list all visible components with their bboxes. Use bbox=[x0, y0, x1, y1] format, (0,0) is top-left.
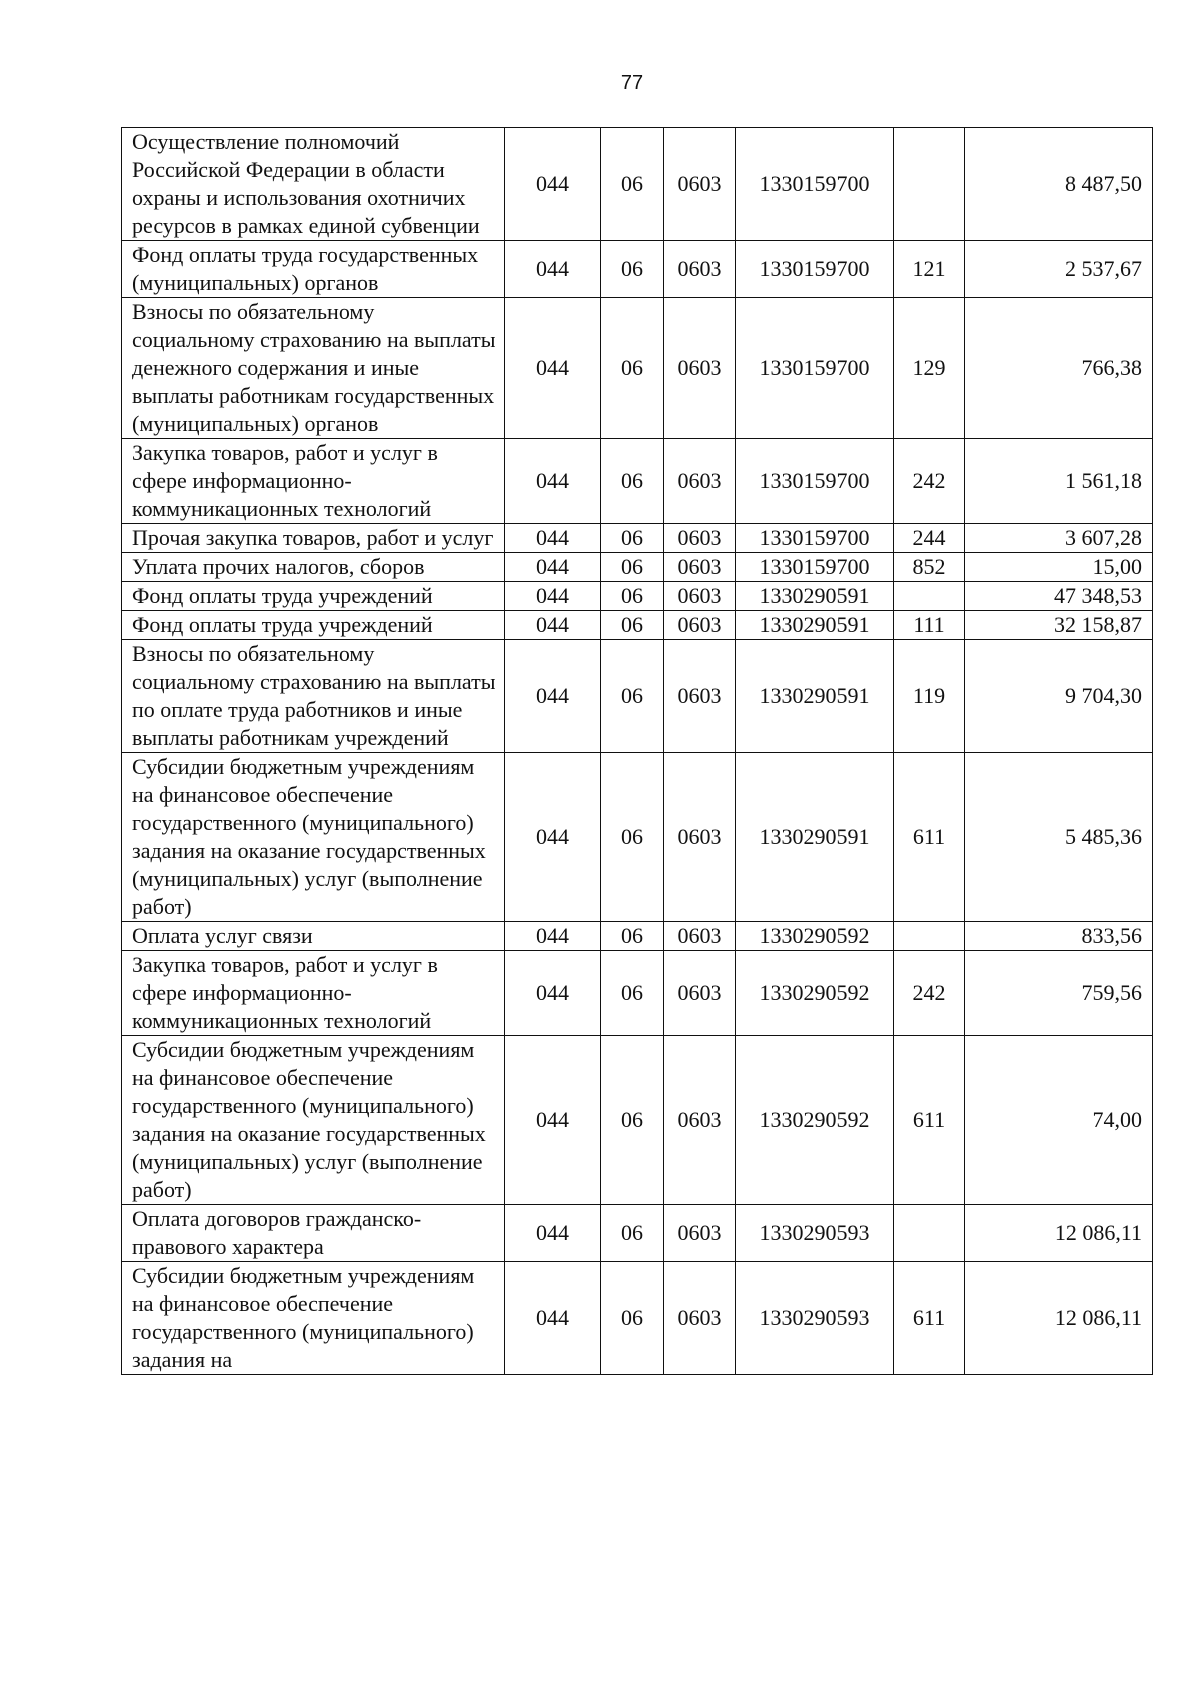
subsection-code-cell: 0603 bbox=[664, 1036, 736, 1205]
subsection-code-cell: 0603 bbox=[664, 753, 736, 922]
amount-cell: 3 607,28 bbox=[965, 524, 1153, 553]
section-code-cell: 06 bbox=[601, 951, 664, 1036]
row-name-cell: Оплата договоров гражданско-правового характера bbox=[122, 1205, 505, 1262]
ministry-code-cell: 044 bbox=[505, 951, 601, 1036]
expense-type-cell bbox=[894, 582, 965, 611]
row-name-cell: Осуществление полномочий Российской Федерации в области охраны и использования охотничих ресурсов в рамках единой субвенции bbox=[122, 128, 505, 241]
section-code-cell: 06 bbox=[601, 922, 664, 951]
ministry-code-cell: 044 bbox=[505, 1036, 601, 1205]
amount-cell: 5 485,36 bbox=[965, 753, 1153, 922]
subsection-code-cell: 0603 bbox=[664, 128, 736, 241]
target-article-cell: 1330159700 bbox=[736, 241, 894, 298]
table-row bbox=[122, 951, 1153, 1036]
row-name-cell: Субсидии бюджетным учреждениям на финансовое обеспечение государственного (муниципального) задания на оказание государственных (муниципальных) услуг (выполнение работ) bbox=[122, 753, 505, 922]
table-row bbox=[122, 922, 1153, 951]
subsection-code-cell: 0603 bbox=[664, 298, 736, 439]
budget-table-body bbox=[122, 128, 1153, 1375]
section-code-cell: 06 bbox=[601, 582, 664, 611]
table-row bbox=[122, 241, 1153, 298]
expense-type-cell: 611 bbox=[894, 1262, 965, 1375]
row-name-cell: Фонд оплаты труда учреждений bbox=[122, 582, 505, 611]
expense-type-cell: 242 bbox=[894, 439, 965, 524]
section-code-cell: 06 bbox=[601, 753, 664, 922]
row-name-cell: Прочая закупка товаров, работ и услуг bbox=[122, 524, 505, 553]
amount-cell: 15,00 bbox=[965, 553, 1153, 582]
amount-cell: 1 561,18 bbox=[965, 439, 1153, 524]
target-article-cell: 1330290591 bbox=[736, 582, 894, 611]
target-article-cell: 1330159700 bbox=[736, 439, 894, 524]
subsection-code-cell: 0603 bbox=[664, 1262, 736, 1375]
ministry-code-cell: 044 bbox=[505, 611, 601, 640]
subsection-code-cell: 0603 bbox=[664, 553, 736, 582]
section-code-cell: 06 bbox=[601, 298, 664, 439]
section-code-cell: 06 bbox=[601, 128, 664, 241]
ministry-code-cell: 044 bbox=[505, 524, 601, 553]
expense-type-cell: 244 bbox=[894, 524, 965, 553]
amount-cell: 12 086,11 bbox=[965, 1205, 1153, 1262]
subsection-code-cell: 0603 bbox=[664, 439, 736, 524]
table-row bbox=[122, 524, 1153, 553]
amount-cell: 74,00 bbox=[965, 1036, 1153, 1205]
expense-type-cell: 119 bbox=[894, 640, 965, 753]
target-article-cell: 1330290592 bbox=[736, 922, 894, 951]
target-article-cell: 1330159700 bbox=[736, 553, 894, 582]
table-row bbox=[122, 128, 1153, 241]
row-name-cell: Субсидии бюджетным учреждениям на финансовое обеспечение государственного (муниципального) задания на bbox=[122, 1262, 505, 1375]
row-name-cell: Взносы по обязательному социальному страхованию на выплаты денежного содержания и иные выплаты работникам государственных (муниципальных) органов bbox=[122, 298, 505, 439]
subsection-code-cell: 0603 bbox=[664, 922, 736, 951]
ministry-code-cell: 044 bbox=[505, 922, 601, 951]
row-name-cell: Взносы по обязательному социальному страхованию на выплаты по оплате труда работников и иные выплаты работникам учреждений bbox=[122, 640, 505, 753]
subsection-code-cell: 0603 bbox=[664, 640, 736, 753]
target-article-cell: 1330290591 bbox=[736, 611, 894, 640]
expense-type-cell: 242 bbox=[894, 951, 965, 1036]
table-row bbox=[122, 753, 1153, 922]
expense-type-cell: 611 bbox=[894, 1036, 965, 1205]
subsection-code-cell: 0603 bbox=[664, 582, 736, 611]
amount-cell: 32 158,87 bbox=[965, 611, 1153, 640]
section-code-cell: 06 bbox=[601, 1205, 664, 1262]
amount-cell: 766,38 bbox=[965, 298, 1153, 439]
row-name-cell: Фонд оплаты труда государственных (муниципальных) органов bbox=[122, 241, 505, 298]
row-name-cell: Фонд оплаты труда учреждений bbox=[122, 611, 505, 640]
target-article-cell: 1330159700 bbox=[736, 524, 894, 553]
table-row bbox=[122, 298, 1153, 439]
ministry-code-cell: 044 bbox=[505, 582, 601, 611]
ministry-code-cell: 044 bbox=[505, 640, 601, 753]
section-code-cell: 06 bbox=[601, 1262, 664, 1375]
row-name-cell: Субсидии бюджетным учреждениям на финансовое обеспечение государственного (муниципального) задания на оказание государственных (муниципальных) услуг (выполнение работ) bbox=[122, 1036, 505, 1205]
page-number: 77 bbox=[620, 72, 644, 94]
subsection-code-cell: 0603 bbox=[664, 241, 736, 298]
ministry-code-cell: 044 bbox=[505, 1205, 601, 1262]
table-row bbox=[122, 1205, 1153, 1262]
section-code-cell: 06 bbox=[601, 553, 664, 582]
target-article-cell: 1330290591 bbox=[736, 753, 894, 922]
ministry-code-cell: 044 bbox=[505, 298, 601, 439]
row-name-cell: Уплата прочих налогов, сборов bbox=[122, 553, 505, 582]
amount-cell: 9 704,30 bbox=[965, 640, 1153, 753]
ministry-code-cell: 044 bbox=[505, 241, 601, 298]
table-row bbox=[122, 439, 1153, 524]
amount-cell: 8 487,50 bbox=[965, 128, 1153, 241]
target-article-cell: 1330290593 bbox=[736, 1205, 894, 1262]
ministry-code-cell: 044 bbox=[505, 1262, 601, 1375]
row-name-cell: Оплата услуг связи bbox=[122, 922, 505, 951]
amount-cell: 12 086,11 bbox=[965, 1262, 1153, 1375]
subsection-code-cell: 0603 bbox=[664, 611, 736, 640]
target-article-cell: 1330290592 bbox=[736, 951, 894, 1036]
target-article-cell: 1330290593 bbox=[736, 1262, 894, 1375]
table-row bbox=[122, 1262, 1153, 1375]
expense-type-cell: 852 bbox=[894, 553, 965, 582]
subsection-code-cell: 0603 bbox=[664, 1205, 736, 1262]
ministry-code-cell: 044 bbox=[505, 553, 601, 582]
expense-type-cell: 611 bbox=[894, 753, 965, 922]
amount-cell: 47 348,53 bbox=[965, 582, 1153, 611]
expense-type-cell: 111 bbox=[894, 611, 965, 640]
subsection-code-cell: 0603 bbox=[664, 951, 736, 1036]
expense-type-cell bbox=[894, 922, 965, 951]
table-row bbox=[122, 1036, 1153, 1205]
expense-type-cell bbox=[894, 128, 965, 241]
row-name-cell: Закупка товаров, работ и услуг в сфере информационно-коммуникационных технологий bbox=[122, 439, 505, 524]
table-row bbox=[122, 611, 1153, 640]
section-code-cell: 06 bbox=[601, 439, 664, 524]
budget-table bbox=[121, 127, 1153, 1375]
table-row bbox=[122, 640, 1153, 753]
target-article-cell: 1330290592 bbox=[736, 1036, 894, 1205]
section-code-cell: 06 bbox=[601, 524, 664, 553]
target-article-cell: 1330290591 bbox=[736, 640, 894, 753]
ministry-code-cell: 044 bbox=[505, 753, 601, 922]
amount-cell: 759,56 bbox=[965, 951, 1153, 1036]
amount-cell: 833,56 bbox=[965, 922, 1153, 951]
target-article-cell: 1330159700 bbox=[736, 298, 894, 439]
subsection-code-cell: 0603 bbox=[664, 524, 736, 553]
section-code-cell: 06 bbox=[601, 640, 664, 753]
amount-cell: 2 537,67 bbox=[965, 241, 1153, 298]
ministry-code-cell: 044 bbox=[505, 439, 601, 524]
expense-type-cell: 121 bbox=[894, 241, 965, 298]
expense-type-cell: 129 bbox=[894, 298, 965, 439]
row-name-cell: Закупка товаров, работ и услуг в сфере информационно-коммуникационных технологий bbox=[122, 951, 505, 1036]
expense-type-cell bbox=[894, 1205, 965, 1262]
section-code-cell: 06 bbox=[601, 611, 664, 640]
section-code-cell: 06 bbox=[601, 241, 664, 298]
ministry-code-cell: 044 bbox=[505, 128, 601, 241]
table-row bbox=[122, 582, 1153, 611]
target-article-cell: 1330159700 bbox=[736, 128, 894, 241]
table-row bbox=[122, 553, 1153, 582]
section-code-cell: 06 bbox=[601, 1036, 664, 1205]
